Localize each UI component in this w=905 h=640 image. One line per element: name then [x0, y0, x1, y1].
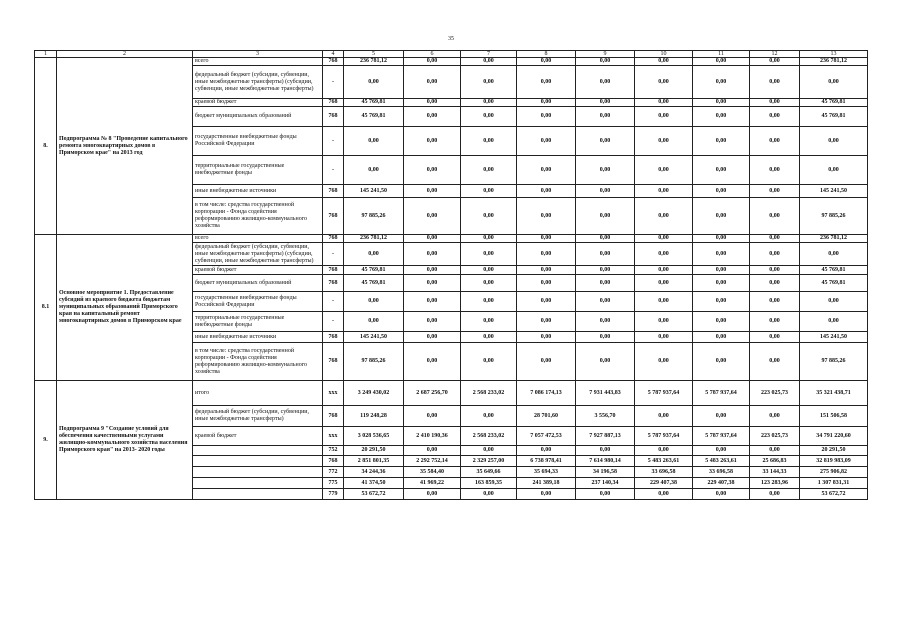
funding-source: бюджет муниципальных образований [193, 107, 323, 127]
amount-cell: 0,00 [576, 343, 635, 381]
amount-cell: 0,00 [635, 66, 693, 99]
amount-cell: 236 781,12 [800, 58, 868, 66]
budget-code: 768 [323, 266, 344, 275]
amount-cell: 0,00 [517, 235, 576, 243]
header-cell: 8 [517, 51, 576, 58]
amount-cell: 0,00 [344, 243, 404, 266]
amount-cell: 0,00 [461, 58, 517, 66]
amount-cell: 5 787 937,64 [635, 381, 693, 406]
amount-cell: 145 241,50 [800, 185, 868, 198]
amount-cell: 41 969,22 [404, 478, 461, 489]
amount-cell: 0,00 [750, 266, 800, 275]
budget-code: - [323, 156, 344, 185]
amount-cell: 3 556,70 [576, 406, 635, 427]
amount-cell: 0,00 [635, 58, 693, 66]
amount-cell: 0,00 [635, 235, 693, 243]
funding-source: итого [193, 381, 323, 406]
amount-cell: 0,00 [517, 343, 576, 381]
budget-code: 779 [323, 489, 344, 500]
amount-cell: 0,00 [404, 107, 461, 127]
amount-cell: 0,00 [344, 312, 404, 332]
amount-cell: 0,00 [693, 198, 750, 235]
amount-cell: 7 614 980,14 [576, 456, 635, 467]
amount-cell: 0,00 [576, 446, 635, 456]
amount-cell: 0,00 [461, 235, 517, 243]
amount-cell: 0,00 [517, 332, 576, 343]
table-row [35, 381, 868, 406]
header-cell: 1 [35, 51, 57, 58]
amount-cell: 25 686,83 [750, 456, 800, 467]
amount-cell: 2 568 233,02 [461, 427, 517, 446]
amount-cell: 0,00 [750, 243, 800, 266]
header-cell: 6 [404, 51, 461, 58]
amount-cell: 0,00 [461, 489, 517, 500]
amount-cell: 241 389,18 [517, 478, 576, 489]
amount-cell: 0,00 [693, 243, 750, 266]
amount-cell: 34 791 220,60 [800, 427, 868, 446]
amount-cell: 5 787 937,64 [693, 381, 750, 406]
header-cell: 3 [193, 51, 323, 58]
amount-cell: 2 568 233,02 [461, 381, 517, 406]
amount-cell: 163 859,35 [461, 478, 517, 489]
amount-cell: 0,00 [635, 156, 693, 185]
table-row [35, 235, 868, 243]
amount-cell: 119 248,28 [344, 406, 404, 427]
amount-cell: 0,00 [693, 489, 750, 500]
funding-source: в том числе: средства государственной корпорации - Фонда содействия реформированию жилищно-коммунального хозяйства [193, 198, 323, 235]
funding-source: территориальные государственные внебюджетные фонды [193, 312, 323, 332]
amount-cell: 45 769,81 [344, 266, 404, 275]
amount-cell: 236 781,12 [344, 58, 404, 66]
amount-cell: 0,00 [404, 198, 461, 235]
header-cell: 4 [323, 51, 344, 58]
amount-cell: 33 144,33 [750, 467, 800, 478]
amount-cell: 0,00 [517, 107, 576, 127]
amount-cell: 97 885,26 [800, 343, 868, 381]
page-number: 35 [448, 36, 454, 42]
header-row [35, 51, 868, 58]
amount-cell: 0,00 [404, 446, 461, 456]
amount-cell: 0,00 [404, 406, 461, 427]
amount-cell: 0,00 [693, 99, 750, 107]
amount-cell: 0,00 [517, 156, 576, 185]
funding-source: территориальные государственные внебюджетные фонды [193, 156, 323, 185]
amount-cell: 0,00 [800, 66, 868, 99]
amount-cell: 0,00 [576, 243, 635, 266]
amount-cell: 0,00 [693, 275, 750, 292]
amount-cell: 0,00 [344, 156, 404, 185]
header-cell: 13 [800, 51, 868, 58]
amount-cell: 0,00 [461, 343, 517, 381]
amount-cell: 0,00 [750, 107, 800, 127]
amount-cell: 0,00 [404, 489, 461, 500]
amount-cell: 0,00 [404, 156, 461, 185]
header-cell: 12 [750, 51, 800, 58]
amount-cell: 0,00 [800, 292, 868, 312]
amount-cell: 0,00 [693, 107, 750, 127]
amount-cell: 0,00 [693, 235, 750, 243]
amount-cell: 0,00 [693, 406, 750, 427]
amount-cell: 5 483 263,61 [693, 456, 750, 467]
budget-code: 768 [323, 185, 344, 198]
budget-code: - [323, 292, 344, 312]
header-cell: 5 [344, 51, 404, 58]
budget-code: - [323, 127, 344, 156]
budget-code: 768 [323, 332, 344, 343]
amount-cell: 0,00 [576, 312, 635, 332]
amount-cell: 0,00 [404, 275, 461, 292]
amount-cell: 0,00 [461, 406, 517, 427]
amount-cell: 0,00 [517, 127, 576, 156]
amount-cell: 0,00 [461, 107, 517, 127]
amount-cell: 0,00 [344, 292, 404, 312]
amount-cell: 0,00 [576, 127, 635, 156]
amount-cell: 5 483 263,61 [635, 456, 693, 467]
budget-code: 775 [323, 478, 344, 489]
amount-cell: 35 694,33 [517, 467, 576, 478]
budget-code: 768 [323, 198, 344, 235]
amount-cell: 0,00 [635, 127, 693, 156]
amount-cell: 0,00 [404, 266, 461, 275]
amount-cell: 0,00 [750, 312, 800, 332]
amount-cell: 229 407,38 [635, 478, 693, 489]
budget-code: - [323, 66, 344, 99]
amount-cell: 0,00 [750, 406, 800, 427]
amount-cell: 0,00 [576, 99, 635, 107]
section-number: 8.1 [35, 235, 57, 381]
amount-cell: 0,00 [750, 58, 800, 66]
amount-cell: 3 249 430,02 [344, 381, 404, 406]
amount-cell: 53 672,72 [800, 489, 868, 500]
amount-cell: 7 086 174,13 [517, 381, 576, 406]
header-cell: 9 [576, 51, 635, 58]
amount-cell: 2 851 801,35 [344, 456, 404, 467]
amount-cell: 33 696,58 [635, 467, 693, 478]
budget-code: 768 [323, 107, 344, 127]
amount-cell: 0,00 [750, 446, 800, 456]
amount-cell: 0,00 [461, 99, 517, 107]
amount-cell: 35 321 438,71 [800, 381, 868, 406]
amount-cell: 0,00 [576, 66, 635, 99]
amount-cell: 45 769,81 [800, 275, 868, 292]
amount-cell: 0,00 [404, 127, 461, 156]
amount-cell: 97 885,26 [344, 198, 404, 235]
funding-source: иные внебюджетные источники [193, 185, 323, 198]
funding-source: всего [193, 235, 323, 243]
budget-code: 768 [323, 343, 344, 381]
amount-cell: 0,00 [461, 185, 517, 198]
funding-source: государственные внебюджетные фонды Российской Федерации [193, 127, 323, 156]
amount-cell: 0,00 [750, 156, 800, 185]
section-title: Подпрограмма 9 "Создание условий для обеспечения качественными услугами жилищно-коммунального хозяйства населения Приморского края" на 2013- 2020 годы [57, 381, 193, 500]
amount-cell: 2 410 190,36 [404, 427, 461, 446]
amount-cell: 236 781,12 [344, 235, 404, 243]
amount-cell: 0,00 [750, 185, 800, 198]
amount-cell: 1 307 831,31 [800, 478, 868, 489]
amount-cell: 0,00 [404, 185, 461, 198]
amount-cell: 0,00 [693, 446, 750, 456]
section-title: Основное мероприятие 1. Предоставление субсидий из краевого бюджета бюджетам муниципальных образований Приморского края на капитальный ремонт многоквартирных домов в Приморском крае [57, 235, 193, 381]
amount-cell: 0,00 [635, 446, 693, 456]
amount-cell: 0,00 [750, 99, 800, 107]
header-cell: 10 [635, 51, 693, 58]
amount-cell: 0,00 [693, 185, 750, 198]
amount-cell: 0,00 [517, 489, 576, 500]
amount-cell: 0,00 [461, 332, 517, 343]
amount-cell: 0,00 [461, 127, 517, 156]
amount-cell: 35 649,66 [461, 467, 517, 478]
amount-cell: 275 906,82 [800, 467, 868, 478]
amount-cell: 45 769,81 [800, 266, 868, 275]
budget-code: 768 [323, 58, 344, 66]
budget-code: xxx [323, 381, 344, 406]
amount-cell: 28 701,60 [517, 406, 576, 427]
header-cell: 7 [461, 51, 517, 58]
funding-source [193, 467, 323, 478]
amount-cell: 97 885,26 [800, 198, 868, 235]
funding-source [193, 456, 323, 467]
amount-cell: 0,00 [404, 292, 461, 312]
funding-source [193, 489, 323, 500]
amount-cell: 7 931 443,83 [576, 381, 635, 406]
amount-cell: 5 787 937,64 [693, 427, 750, 446]
amount-cell: 45 769,81 [344, 107, 404, 127]
amount-cell: 0,00 [750, 343, 800, 381]
amount-cell: 2 329 257,00 [461, 456, 517, 467]
table-body [35, 51, 868, 500]
amount-cell: 0,00 [517, 312, 576, 332]
amount-cell: 20 291,50 [800, 446, 868, 456]
header-cell: 11 [693, 51, 750, 58]
amount-cell: 45 769,81 [344, 275, 404, 292]
amount-cell: 145 241,50 [344, 185, 404, 198]
amount-cell: 0,00 [404, 343, 461, 381]
amount-cell: 0,00 [576, 198, 635, 235]
funding-source: иные внебюджетные источники [193, 332, 323, 343]
funding-source: федеральный бюджет (субсидии, субвенции, иные межбюджетные трансферты) [193, 406, 323, 427]
amount-cell: 0,00 [750, 198, 800, 235]
amount-cell: 0,00 [576, 332, 635, 343]
amount-cell: 97 885,26 [344, 343, 404, 381]
amount-cell: 0,00 [693, 292, 750, 312]
amount-cell: 0,00 [461, 312, 517, 332]
amount-cell: 0,00 [576, 275, 635, 292]
amount-cell: 0,00 [461, 66, 517, 99]
amount-cell: 0,00 [635, 107, 693, 127]
budget-code: 768 [323, 235, 344, 243]
amount-cell: 0,00 [693, 266, 750, 275]
amount-cell: 123 283,96 [750, 478, 800, 489]
amount-cell: 0,00 [800, 243, 868, 266]
amount-cell: 0,00 [576, 58, 635, 66]
amount-cell: 0,00 [635, 99, 693, 107]
amount-cell: 0,00 [635, 343, 693, 381]
amount-cell: 0,00 [750, 66, 800, 99]
amount-cell: 0,00 [576, 156, 635, 185]
amount-cell: 0,00 [461, 243, 517, 266]
amount-cell: 0,00 [635, 266, 693, 275]
amount-cell: 2 687 256,70 [404, 381, 461, 406]
amount-cell: 20 291,50 [344, 446, 404, 456]
budget-code: 768 [323, 99, 344, 107]
amount-cell: 237 140,34 [576, 478, 635, 489]
amount-cell: 223 025,73 [750, 427, 800, 446]
amount-cell: 0,00 [635, 332, 693, 343]
amount-cell: 0,00 [635, 406, 693, 427]
amount-cell: 0,00 [693, 332, 750, 343]
amount-cell: 0,00 [800, 156, 868, 185]
amount-cell: 0,00 [461, 292, 517, 312]
amount-cell: 0,00 [461, 275, 517, 292]
funding-source [193, 478, 323, 489]
amount-cell: 0,00 [635, 185, 693, 198]
funding-source: в том числе: средства государственной корпорации - Фонда содействия реформированию жилищно-коммунального хозяйства [193, 343, 323, 381]
funding-source [193, 446, 323, 456]
amount-cell: 35 584,40 [404, 467, 461, 478]
amount-cell: 0,00 [750, 235, 800, 243]
amount-cell: 45 769,81 [800, 99, 868, 107]
amount-cell: 0,00 [693, 127, 750, 156]
amount-cell: 0,00 [750, 489, 800, 500]
amount-cell: 34 196,58 [576, 467, 635, 478]
amount-cell: 0,00 [576, 489, 635, 500]
budget-code: 768 [323, 275, 344, 292]
amount-cell: 0,00 [693, 312, 750, 332]
amount-cell: 0,00 [576, 235, 635, 243]
amount-cell: 0,00 [404, 235, 461, 243]
amount-cell: 0,00 [517, 243, 576, 266]
amount-cell: 0,00 [635, 243, 693, 266]
table-row [35, 58, 868, 66]
amount-cell: 6 738 978,41 [517, 456, 576, 467]
amount-cell: 0,00 [800, 312, 868, 332]
amount-cell: 0,00 [576, 107, 635, 127]
amount-cell: 0,00 [693, 66, 750, 99]
funding-source: федеральный бюджет (субсидии, субвенции, иные межбюджетные трансферты) (субсидии, субвенции, иные межбюджетные трансферты) [193, 243, 323, 266]
amount-cell: 0,00 [344, 127, 404, 156]
amount-cell: 0,00 [404, 332, 461, 343]
amount-cell: 7 057 472,53 [517, 427, 576, 446]
amount-cell: 53 672,72 [344, 489, 404, 500]
budget-code: 768 [323, 406, 344, 427]
amount-cell: 0,00 [404, 66, 461, 99]
amount-cell: 0,00 [635, 198, 693, 235]
amount-cell: 3 028 536,65 [344, 427, 404, 446]
amount-cell: 0,00 [517, 275, 576, 292]
budget-code: 768 [323, 456, 344, 467]
amount-cell: 45 769,81 [800, 107, 868, 127]
amount-cell: 0,00 [576, 185, 635, 198]
amount-cell: 32 819 983,09 [800, 456, 868, 467]
amount-cell: 0,00 [800, 127, 868, 156]
budget-table [34, 50, 868, 500]
amount-cell: 0,00 [693, 58, 750, 66]
amount-cell: 0,00 [517, 99, 576, 107]
budget-code: 772 [323, 467, 344, 478]
amount-cell: 0,00 [461, 266, 517, 275]
amount-cell: 145 241,50 [800, 332, 868, 343]
amount-cell: 0,00 [517, 292, 576, 312]
amount-cell: 0,00 [576, 266, 635, 275]
funding-source: краевой бюджет [193, 427, 323, 446]
amount-cell: 0,00 [750, 292, 800, 312]
amount-cell: 0,00 [750, 332, 800, 343]
amount-cell: 0,00 [635, 489, 693, 500]
funding-source: всего [193, 58, 323, 66]
amount-cell: 0,00 [635, 275, 693, 292]
amount-cell: 0,00 [693, 156, 750, 185]
amount-cell: 0,00 [404, 312, 461, 332]
budget-code: xxx [323, 427, 344, 446]
amount-cell: 7 927 887,13 [576, 427, 635, 446]
amount-cell: 0,00 [635, 312, 693, 332]
amount-cell: 0,00 [517, 266, 576, 275]
amount-cell: 0,00 [517, 66, 576, 99]
section-number: 8. [35, 58, 57, 235]
funding-source: бюджет муниципальных образований [193, 275, 323, 292]
funding-source: федеральный бюджет (субсидии, субвенции, иные межбюджетные трансферты) (субсидии, субвенции, иные межбюджетные трансферты) [193, 66, 323, 99]
amount-cell: 41 374,50 [344, 478, 404, 489]
amount-cell: 0,00 [344, 66, 404, 99]
amount-cell: 0,00 [517, 58, 576, 66]
funding-source: краевой бюджет [193, 266, 323, 275]
amount-cell: 0,00 [576, 292, 635, 312]
amount-cell: 0,00 [404, 99, 461, 107]
amount-cell: 0,00 [635, 292, 693, 312]
funding-source: государственные внебюджетные фонды Российской Федерации [193, 292, 323, 312]
section-number: 9. [35, 381, 57, 500]
budget-code: 752 [323, 446, 344, 456]
amount-cell: 34 244,36 [344, 467, 404, 478]
amount-cell: 33 696,58 [693, 467, 750, 478]
budget-code: - [323, 243, 344, 266]
budget-code: - [323, 312, 344, 332]
funding-source: краевой бюджет [193, 99, 323, 107]
amount-cell: 145 241,50 [344, 332, 404, 343]
amount-cell: 0,00 [693, 343, 750, 381]
amount-cell: 0,00 [517, 446, 576, 456]
amount-cell: 223 025,73 [750, 381, 800, 406]
amount-cell: 0,00 [404, 58, 461, 66]
amount-cell: 0,00 [517, 198, 576, 235]
amount-cell: 0,00 [461, 156, 517, 185]
amount-cell: 236 781,12 [800, 235, 868, 243]
amount-cell: 0,00 [404, 243, 461, 266]
amount-cell: 229 407,38 [693, 478, 750, 489]
amount-cell: 45 769,81 [344, 99, 404, 107]
amount-cell: 151 506,58 [800, 406, 868, 427]
amount-cell: 5 787 937,64 [635, 427, 693, 446]
amount-cell: 0,00 [461, 198, 517, 235]
amount-cell: 0,00 [750, 275, 800, 292]
amount-cell: 2 292 752,14 [404, 456, 461, 467]
section-title: Подпрограмма № 8 "Проведение капитального ремонта многоквартирных домов в Приморском крае" на 2013 год [57, 58, 193, 235]
amount-cell: 0,00 [517, 185, 576, 198]
amount-cell: 0,00 [461, 446, 517, 456]
amount-cell: 0,00 [750, 127, 800, 156]
header-cell: 2 [57, 51, 193, 58]
